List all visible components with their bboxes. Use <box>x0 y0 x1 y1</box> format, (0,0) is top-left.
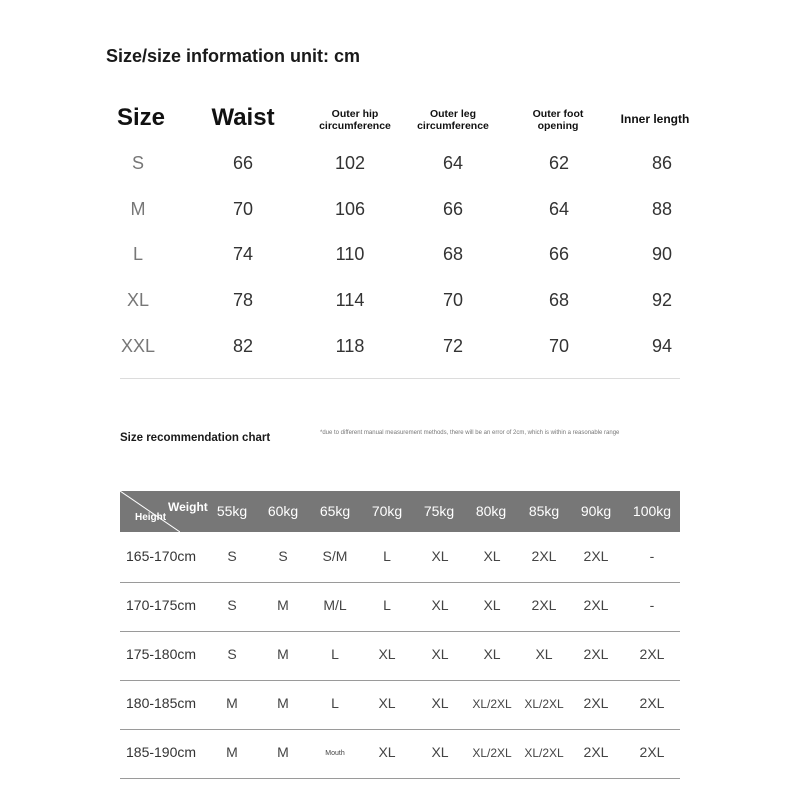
header-waist: Waist <box>211 104 275 131</box>
hip-value: 114 <box>335 290 365 310</box>
recommendation-row <box>120 632 680 681</box>
header-outer-foot-line1: Outer foot <box>532 108 584 120</box>
size-label: S <box>131 153 144 173</box>
foot-value: 62 <box>548 153 570 173</box>
size-cell: 2XL <box>531 548 557 564</box>
leg-value: 70 <box>442 290 464 310</box>
weight-header: 65kg <box>319 503 351 519</box>
table-divider <box>120 378 680 379</box>
foot-value: 64 <box>548 199 570 219</box>
size-cell: M <box>226 744 238 760</box>
header-outer-leg-line2: circumference <box>417 120 489 132</box>
weight-header: 90kg <box>580 503 612 519</box>
size-cell: S <box>278 548 288 564</box>
recommendation-row <box>120 681 680 730</box>
measurement-note: *due to different manual measurement methods, there will be an error of 2cm, which is within a reasonable range <box>320 430 620 436</box>
size-cell: L <box>331 695 339 711</box>
size-cell: S/M <box>322 548 348 564</box>
leg-value: 66 <box>442 199 464 219</box>
size-cell: 2XL <box>583 548 609 564</box>
header-outer-leg-line1: Outer leg <box>429 108 477 120</box>
weight-header: 85kg <box>528 503 560 519</box>
header-inner-length: Inner length <box>620 112 690 126</box>
size-cell: XL <box>431 744 449 760</box>
header-outer-leg <box>403 108 503 132</box>
header-outer-foot <box>517 108 599 132</box>
size-cell: XL/2XL <box>472 746 512 760</box>
size-cell: S <box>227 646 237 662</box>
size-cell: M <box>277 695 289 711</box>
hip-value: 110 <box>335 244 365 264</box>
foot-value: 70 <box>548 336 570 356</box>
size-cell: XL/2XL <box>524 746 564 760</box>
corner-weight-label: Weight <box>168 500 208 514</box>
size-cell: XL/2XL <box>524 697 564 711</box>
recommendation-row <box>120 534 680 583</box>
header-outer-hip <box>300 108 410 132</box>
size-cell: M <box>277 597 289 613</box>
size-cell: XL <box>378 695 396 711</box>
row-divider <box>120 778 680 779</box>
weight-header: 75kg <box>423 503 455 519</box>
header-outer-hip-line1: Outer hip <box>331 108 379 120</box>
size-cell: 2XL <box>583 646 609 662</box>
size-cell: 2XL <box>639 695 665 711</box>
size-cell: M/L <box>323 597 347 613</box>
size-cell: XL <box>431 646 449 662</box>
size-cell: 2XL <box>583 597 609 613</box>
weight-header: 60kg <box>267 503 299 519</box>
header-outer-foot-line2: opening <box>537 120 579 132</box>
size-cell: M <box>277 646 289 662</box>
recommendation-row <box>120 730 680 779</box>
size-cell: XL <box>483 548 501 564</box>
size-cell: XL <box>431 597 449 613</box>
size-cell: M <box>226 695 238 711</box>
size-cell: L <box>383 548 391 564</box>
size-cell: XL <box>431 695 449 711</box>
header-outer-hip-line2: circumference <box>319 120 391 132</box>
hip-value: 106 <box>334 199 366 219</box>
foot-value: 66 <box>548 244 570 264</box>
height-range: 170-175cm <box>126 597 197 613</box>
size-cell: XL <box>378 646 396 662</box>
inner-value: 94 <box>651 336 673 356</box>
size-cell: 2XL <box>639 646 665 662</box>
size-cell: 2XL <box>639 744 665 760</box>
weight-header: 55kg <box>216 503 248 519</box>
corner-height-label: Height <box>135 512 167 523</box>
size-cell: 2XL <box>583 744 609 760</box>
size-cell: 2XL <box>583 695 609 711</box>
page-title: Size/size information unit: cm <box>106 46 361 66</box>
foot-value: 68 <box>548 290 570 310</box>
inner-value: 90 <box>651 244 673 264</box>
size-cell: XL <box>535 646 553 662</box>
size-cell: XL/2XL <box>472 697 512 711</box>
size-cell: 2XL <box>531 597 557 613</box>
leg-value: 72 <box>442 336 464 356</box>
waist-value: 74 <box>232 244 254 264</box>
size-cell: Mouth <box>325 750 345 757</box>
size-label: M <box>130 199 146 219</box>
size-cell: XL <box>378 744 396 760</box>
weight-header: 70kg <box>371 503 403 519</box>
size-cell: S <box>227 597 237 613</box>
size-label: XXL <box>120 336 156 356</box>
inner-value: 88 <box>651 199 673 219</box>
size-cell: XL <box>483 597 501 613</box>
leg-value: 68 <box>442 244 464 264</box>
size-cell: S <box>227 548 237 564</box>
height-range: 180-185cm <box>126 695 197 711</box>
size-cell: XL <box>431 548 449 564</box>
leg-value: 64 <box>442 153 464 173</box>
waist-value: 78 <box>232 290 254 310</box>
recommendation-header <box>120 491 680 532</box>
size-cell: - <box>649 597 655 613</box>
inner-value: 92 <box>651 290 673 310</box>
size-label: XL <box>126 290 150 310</box>
hip-value: 118 <box>335 336 365 356</box>
height-range: 185-190cm <box>126 744 197 760</box>
recommendation-title: Size recommendation chart <box>120 432 271 444</box>
size-cell: L <box>331 646 339 662</box>
waist-value: 70 <box>232 199 254 219</box>
size-label: L <box>132 244 143 264</box>
header-size: Size <box>116 104 166 131</box>
size-cell: XL <box>483 646 501 662</box>
weight-header: 100kg <box>632 503 672 519</box>
recommendation-row <box>120 583 680 632</box>
height-range: 165-170cm <box>126 548 197 564</box>
size-cell: M <box>277 744 289 760</box>
waist-value: 66 <box>232 153 254 173</box>
waist-value: 82 <box>232 336 254 356</box>
inner-value: 86 <box>651 153 673 173</box>
height-range: 175-180cm <box>126 646 197 662</box>
hip-value: 102 <box>334 153 366 173</box>
size-cell: - <box>649 548 655 564</box>
size-cell: L <box>383 597 391 613</box>
weight-header: 80kg <box>475 503 507 519</box>
